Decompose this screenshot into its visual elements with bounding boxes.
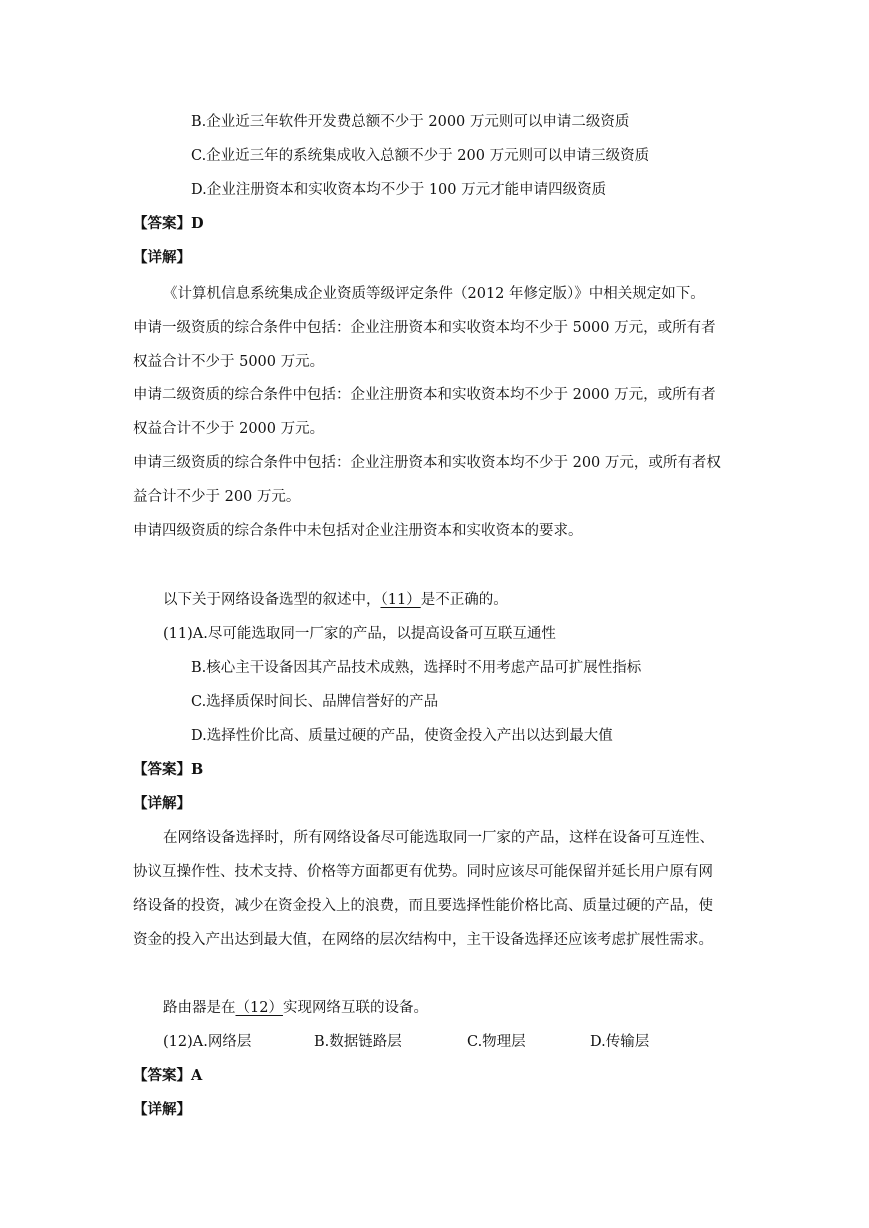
q11-blank: （11）	[380, 592, 421, 608]
q10-option-d: D.企业注册资本和实收资本均不少于 100 万元才能申请四级资质	[191, 182, 607, 198]
q10-explanation-line: 权益合计不少于 5000 万元。	[133, 354, 325, 370]
answer-label: 【答案】	[133, 1067, 191, 1084]
q10-explanation-line: 益合计不少于 200 万元。	[133, 489, 301, 505]
q11-explanation-line: 资金的投入产出达到最大值，在网络的层次结构中，主干设备选择还应该考虑扩展性需求。	[133, 932, 713, 948]
q10-explain-label: 【详解】	[133, 249, 191, 266]
q12-answer	[133, 1066, 202, 1086]
q11-explanation-line: 络设备的投资，减少在资金投入上的浪费，而且要选择性能价格比高、质量过硬的产品，使	[133, 898, 713, 914]
q11-explain-label: 【详解】	[133, 795, 191, 812]
q10-answer	[133, 214, 204, 234]
answer-value: D	[191, 215, 204, 232]
answer-label: 【答案】	[133, 215, 191, 232]
q11-answer	[133, 760, 203, 780]
q10-explanation-line: 申请四级资质的综合条件中未包括对企业注册资本和实收资本的要求。	[133, 523, 583, 539]
answer-label: 【答案】	[133, 761, 191, 778]
q12-option-a: (12)A.网络层	[163, 1034, 252, 1050]
q10-explanation-line: 权益合计不少于 2000 万元。	[133, 421, 325, 437]
answer-value: B	[191, 761, 204, 778]
q11-stem: 以下关于网络设备选型的叙述中，（11）是不正确的。	[163, 592, 508, 608]
answer-value: A	[191, 1067, 203, 1084]
q11-option-a: (11)A.尽可能选取同一厂家的产品，以提高设备可互联互通性	[163, 626, 556, 642]
q10-explanation-line: 申请三级资质的综合条件中包括：企业注册资本和实收资本均不少于 200 万元，或所有者权	[133, 455, 721, 471]
q11-option-c: C.选择质保时间长、品牌信誉好的产品	[191, 694, 439, 710]
q10-explanation-line: 申请二级资质的综合条件中包括：企业注册资本和实收资本均不少于 2000 万元，或所有者	[133, 387, 716, 403]
q10-option-b: B.企业近三年软件开发费总额不少于 2000 万元则可以申请二级资质	[191, 114, 630, 130]
q12-option-c: C.物理层	[467, 1034, 526, 1050]
q10-explanation-line: 《计算机信息系统集成企业资质等级评定条件（2012 年修定版）》中相关规定如下。	[163, 286, 705, 302]
q11-explanation-line: 在网络设备选择时，所有网络设备尽可能选取同一厂家的产品，这样在设备可互连性、	[163, 830, 714, 846]
q10-option-c: C.企业近三年的系统集成收入总额不少于 200 万元则可以申请三级资质	[191, 148, 650, 164]
q12-explain-label: 【详解】	[133, 1101, 191, 1118]
q12-blank: （12）	[235, 1000, 283, 1016]
q12-stem: 路由器是在（12）实现网络互联的设备。	[163, 1000, 428, 1016]
q11-option-d: D.选择性价比高、质量过硬的产品，使资金投入产出以达到最大值	[191, 728, 613, 744]
q11-explanation-line: 协议互操作性、技术支持、价格等方面都更有优势。同时应该尽可能保留并延长用户原有网	[133, 864, 713, 880]
q12-option-b: B.数据链路层	[314, 1034, 402, 1050]
q10-explanation-line: 申请一级资质的综合条件中包括：企业注册资本和实收资本均不少于 5000 万元，或所有者	[133, 320, 716, 336]
q11-option-b: B.核心主干设备因其产品技术成熟，选择时不用考虑产品可扩展性指标	[191, 660, 642, 676]
q12-option-d: D.传输层	[590, 1034, 650, 1050]
